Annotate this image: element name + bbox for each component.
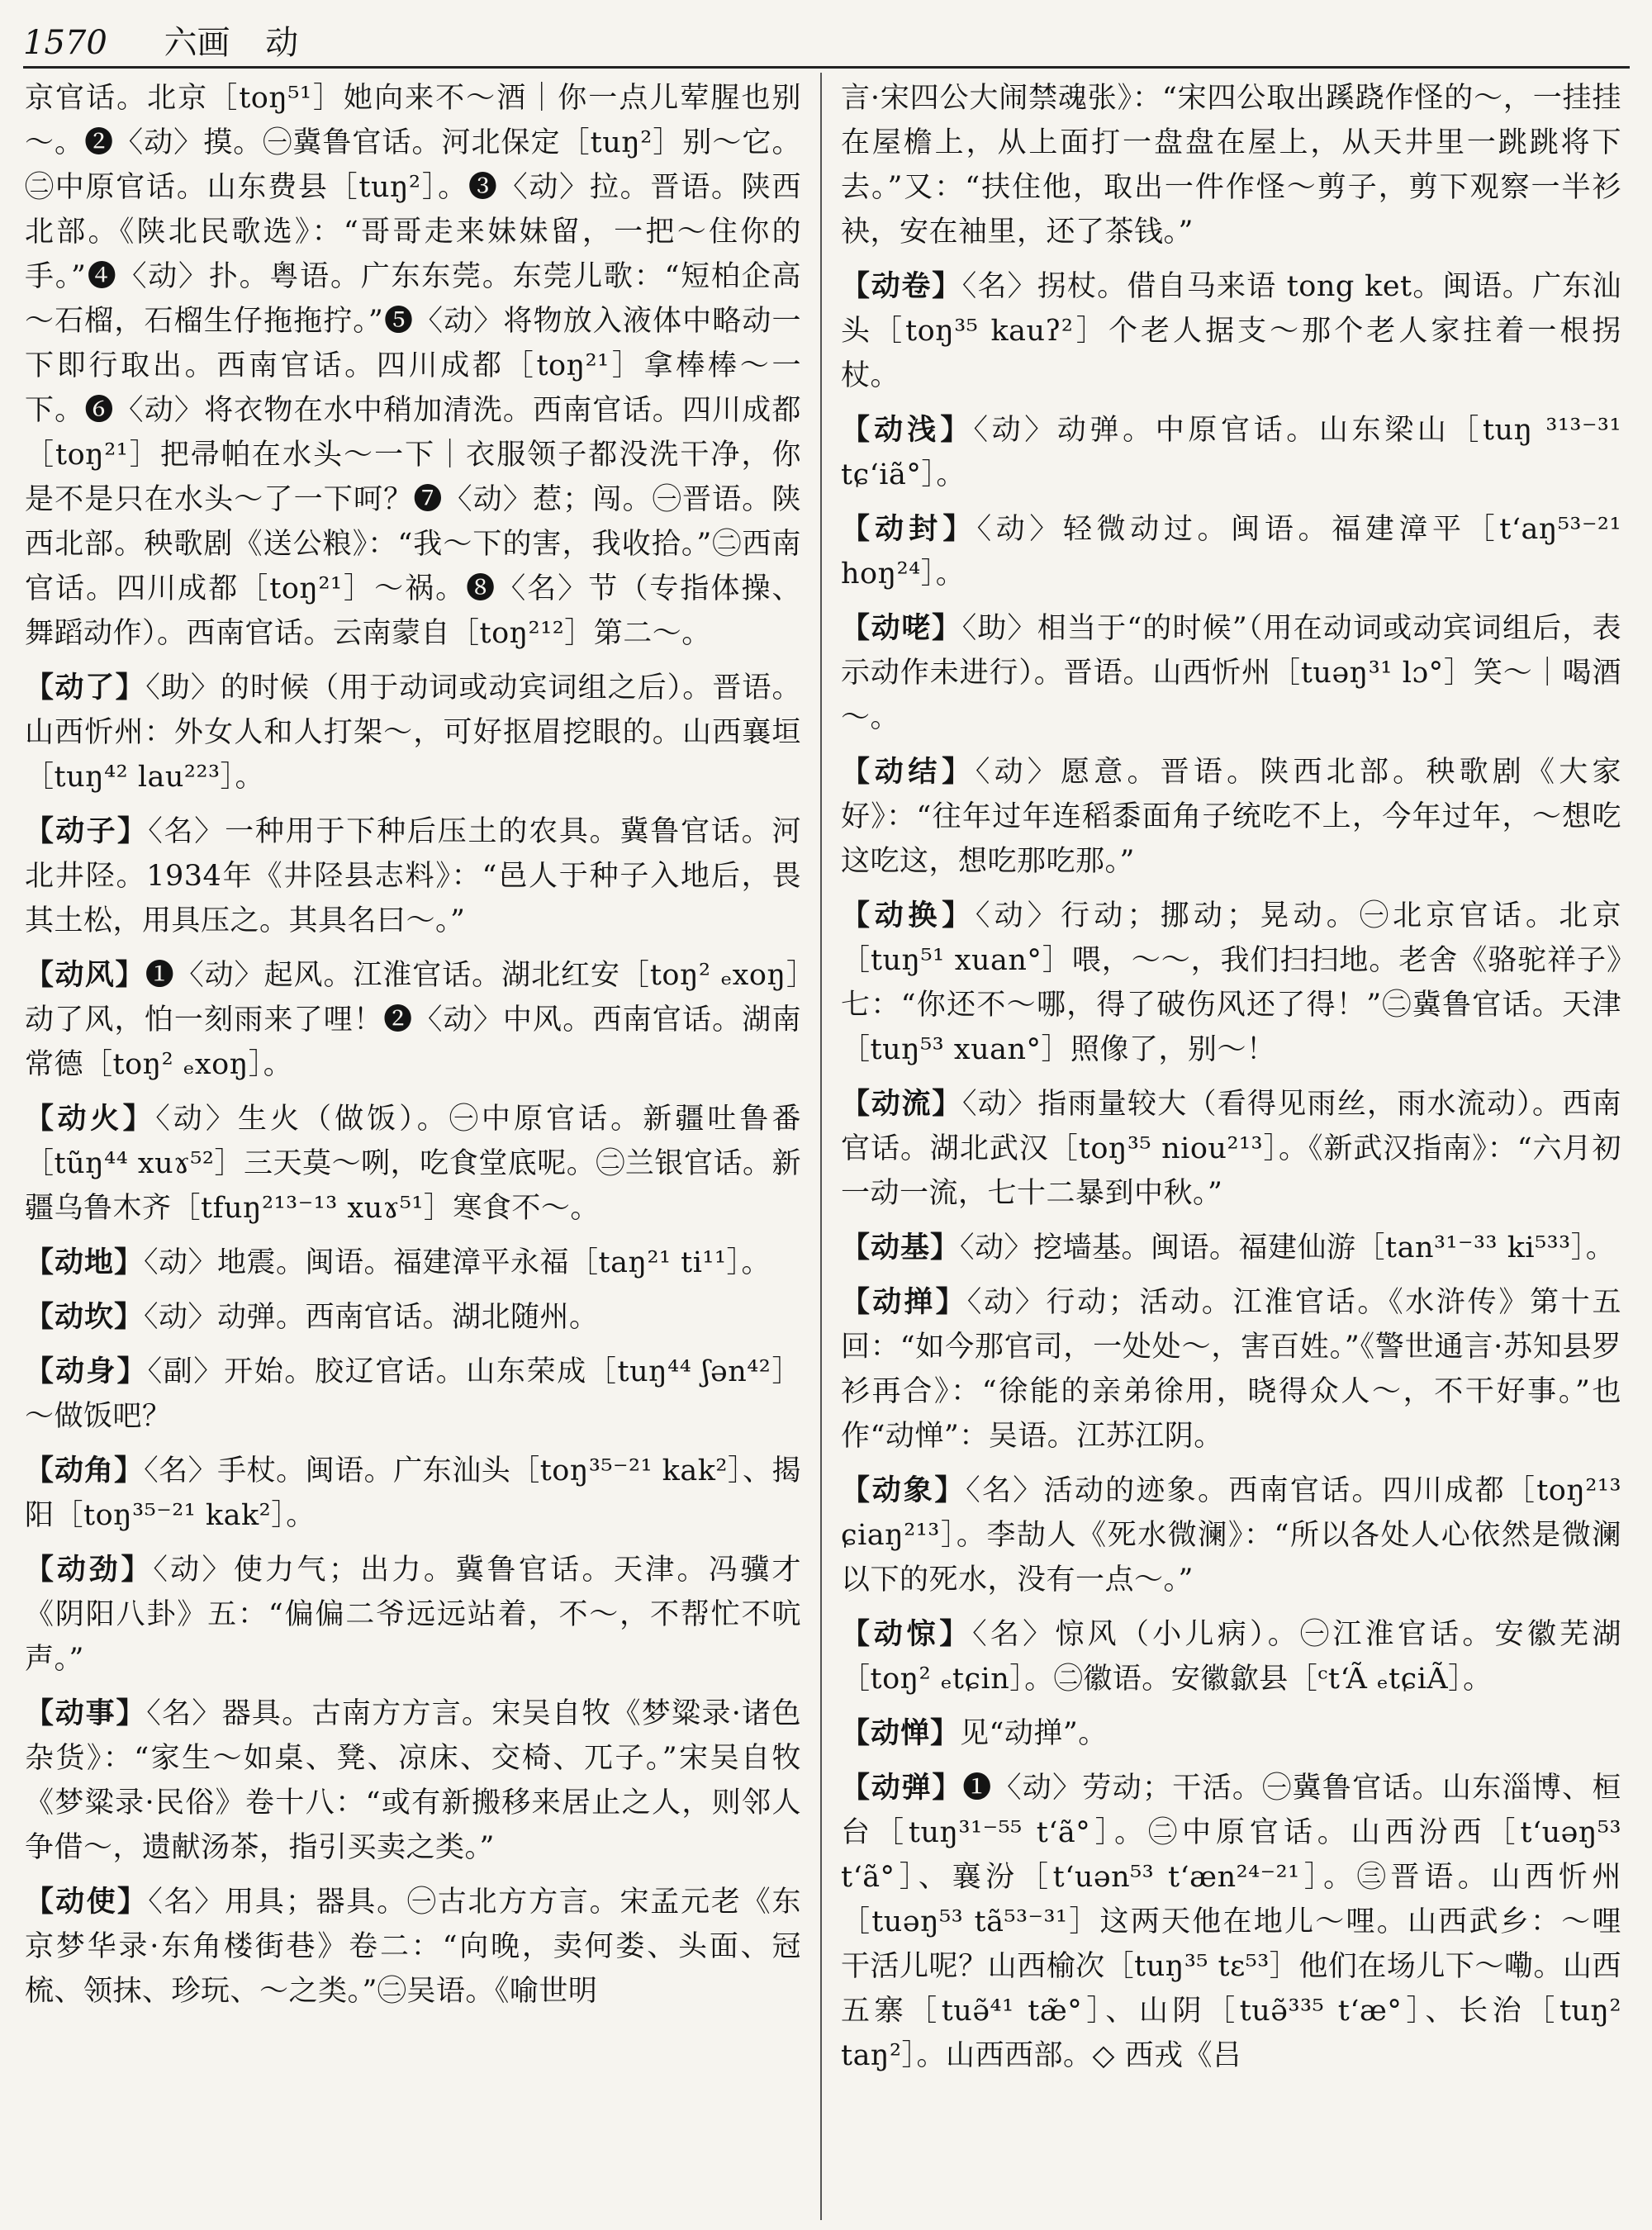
entry-donghuo: 【动火】〈动〉生火（做饭）。㊀中原官话。新疆吐鲁番［tũŋ⁴⁴ xuɤ⁵²］三天莫～咧，吃食堂底呢。㊁兰银官话。新疆乌鲁木齐［tfuŋ²¹³⁻¹³ xuɤ⁵¹］寒食不～。 xyxy=(25,1102,801,1225)
headword: 【动封】 xyxy=(841,512,977,546)
headword: 【动坎】 xyxy=(25,1300,145,1334)
entry-dongjin: 【动劲】〈动〉使力气；出力。冀鲁官话。天津。冯骥才《阴阳八卦》五：“偏偏二爷远远站着，不～，不帮忙不吭声。” xyxy=(25,1553,801,1676)
entry-dongzi: 【动子】〈名〉一种用于下种后压土的农具。冀鲁官话。河北井陉。1934年《井陉县志料》：“邑人于种子入地后，畏其土松，用具压之。其具名曰～。” xyxy=(25,814,801,937)
entry-dongxiang: 【动象】〈名〉活动的迹象。西南官话。四川成都［toŋ²¹³ ɕiaŋ²¹³］。李劼人《死水微澜》：“所以各处人心依然是微澜以下的死水，没有一点～。” xyxy=(841,1473,1621,1597)
entry-continuation: 京官话。北京［toŋ⁵¹］她向来不～酒｜你一点儿荤腥也别～。❷〈动〉摸。㊀冀鲁官话。河北保定［tuŋ²］别～它。㊁中原官话。山东费县［tuŋ²］。❸〈动〉拉。晋语。陕西北部。《陕北民歌选》：“哥哥走来妹妹留，一把～住你的手。”❹〈动〉扑。粤语。广东东莞。东莞儿歌：“短柏企高～石榴，石榴生仔拖拖拧。”❺〈动〉将物放入液体中略动一下即行取出。西南官话。四川成都［toŋ²¹］拿棒棒～一下。❻〈动〉将衣物在水中稍加清洗。西南官话。四川成都［toŋ²¹］把帚帕在水头～一下｜衣服领子都没洗干净，你是不是只在水头～了一下呵？❼〈动〉惹；闯。㊀晋语。陕西北部。秧歌剧《送公粮》：“我～下的害，我收拾。”㊁西南官话。四川成都［toŋ²¹］～祸。❽〈名〉节（专指体操、舞蹈动作）。西南官话。云南蒙自［toŋ²¹²］第二～。 xyxy=(25,82,801,650)
section-label: 六画 xyxy=(164,24,230,62)
entry-dongdi: 【动地】〈动〉地震。闽语。福建漳平永福［taŋ²¹ ti¹¹］。 xyxy=(25,1245,771,1279)
column-divider xyxy=(820,73,822,2220)
headword: 【动身】 xyxy=(25,1355,148,1388)
entry-dongle: 【动了】〈助〉的时候（用于动词或动宾词组之后）。晋语。山西忻州：外女人和人打架～，可好抠眉挖眼的。山西襄垣［tuŋ⁴² lau²²³］。 xyxy=(25,671,801,794)
headword: 【动角】 xyxy=(25,1454,145,1487)
entry-dongdan: 【动掸】〈动〉行动；活动。江淮官话。《水浒传》第十五回：“如今那官司，一处处～，害百姓。”《警世通言·苏知县罗衫再合》：“徐能的亲弟徐用，晓得众人～，不干好事。”也作“动惮”：吴语。江苏江阴。 xyxy=(841,1285,1621,1453)
headword: 【动惮】 xyxy=(841,1716,961,1750)
headword: 【动结】 xyxy=(841,755,976,789)
header-rule xyxy=(23,66,1630,69)
headword: 【动卷】 xyxy=(841,269,962,303)
entry-dongfeng-2: 【动封】〈动〉轻微动过。闽语。福建漳平［tʻaŋ⁵³⁻²¹ hoŋ²⁴］。 xyxy=(841,512,1621,591)
entry-continuation: 言·宋四公大闹禁魂张》：“宋四公取出蹊跷作怪的～，一挂挂在屋檐上，从上面打一盘盘在屋上，从天井里一跳跳将下去。”又：“扶住他，取出一件作怪～剪子，剪下观察一半衫袂，安在袖里，还了茶钱。” xyxy=(841,82,1621,249)
headword: 【动换】 xyxy=(841,899,976,932)
headword: 【动了】 xyxy=(25,671,146,705)
section-char: 动 xyxy=(265,24,299,62)
entry-dongji: 【动基】〈动〉挖墙基。闽语。福建仙游［tan³¹⁻³³ ki⁵³³］。 xyxy=(841,1231,1616,1264)
headword: 【动惊】 xyxy=(841,1617,973,1651)
entry-dongjie: 【动结】〈动〉愿意。晋语。陕西北部。秧歌剧《大家好》：“往年过年连稻黍面角子统吃不上，今年过年，～想吃这吃这，想吃那吃那。” xyxy=(841,755,1621,878)
entry-dongfeng: 【动风】❶〈动〉起风。江淮官话。湖北红安［toŋ² ₑxoŋ］动了风，怕一刻雨来了哩！❷〈动〉中风。西南官话。湖南常德［toŋ² ₑxoŋ］。 xyxy=(25,958,801,1081)
headword: 【动使】 xyxy=(25,1885,149,1919)
headword: 【动浅】 xyxy=(841,413,974,447)
entry-dongshi: 【动事】〈名〉器具。古南方方言。宋吴自牧《梦粱录·诸色杂货》：“家生～如桌、凳、凉床、交椅、兀子。”宋吴自牧《梦粱录·民俗》卷十八：“或有新搬移来居止之人，则邻人争借～，遗献汤茶，指引买卖之类。” xyxy=(25,1696,801,1864)
headword: 【动象】 xyxy=(841,1473,966,1507)
headword: 【动火】 xyxy=(25,1102,156,1136)
headword: 【动子】 xyxy=(25,814,149,848)
left-column xyxy=(25,76,801,2219)
entry-dongshi-2: 【动使】〈名〉用具；器具。㊀古北方方言。宋孟元老《东京梦华录·东角楼街巷》卷二：“向晚，卖何娄、头面、冠梳、领抹、珍玩、～之类。”㊁吴语。《喻世明 xyxy=(25,1885,801,2008)
entry-dongjuan: 【动卷】〈名〉拐杖。借自马来语 tong ket。闽语。广东汕头［toŋ³⁵ kauʔ²］个老人据支～那个老人家拄着一根拐杖。 xyxy=(841,269,1621,392)
entry-dongdan-2: 【动惮】见“动掸”。 xyxy=(841,1716,1108,1750)
page-number: 1570 xyxy=(23,24,107,62)
entry-dongqian: 【动浅】〈动〉动弹。中原官话。山东梁山［tuŋ ³¹³⁻³¹ tɕʻiã°］。 xyxy=(841,413,1621,491)
headword: 【动风】 xyxy=(25,958,145,992)
headword: 【动咾】 xyxy=(841,611,962,645)
headword: 【动掸】 xyxy=(841,1285,967,1319)
entry-dongliu: 【动流】〈动〉指雨量较大（看得见雨丝，雨水流动）。西南官话。湖北武汉［toŋ³⁵ niou²¹³］。《新武汉指南》：“六月初一动一流，七十二暴到中秋。” xyxy=(841,1087,1621,1210)
entry-dongzha: 【动咾】〈助〉相当于“的时候”（用在动词或动宾词组后，表示动作未进行）。晋语。山西忻州［tuəŋ³¹ lɔ°］笑～｜喝酒～。 xyxy=(841,611,1621,734)
entry-donghuan: 【动换】〈动〉行动；挪动；晃动。㊀北京官话。北京［tuŋ⁵¹ xuan°］喂，～～，我们扫扫地。老舍《骆驼祥子》七：“你还不～哪，得了破伤风还了得！”㊁冀鲁官话。天津［tuŋ⁵³ xuan°］照像了，别～！ xyxy=(841,899,1621,1066)
headword: 【动地】 xyxy=(25,1245,145,1279)
headword: 【动事】 xyxy=(25,1696,147,1730)
entry-dongshen: 【动身】〈副〉开始。胶辽官话。山东荣成［tuŋ⁴⁴ ʃən⁴²］～做饭吧？ xyxy=(25,1355,801,1433)
headword: 【动基】 xyxy=(841,1231,961,1264)
entry-dongtan: 【动弹】❶〈动〉劳动；干活。㊀冀鲁官话。山东淄博、桓台［tuŋ³¹⁻⁵⁵ tʻã°］。㊁中原官话。山西汾西［tʻuəŋ⁵³ tʻã°］、襄汾［tʻuən⁵³ tʻæn²⁴⁻²¹］。㊂晋语。山西忻州［tuəŋ⁵³ tã⁵³⁻³¹］这两天他在地儿～哩。山西武乡：～哩 干活儿呢？山西榆次［tuŋ³⁵ tɛ⁵³］他们在场儿下～嘞。山西五寨［tuə̃⁴¹ tæ̃°］、山阴［tuə̃³³⁵ tʻæ°］、长治［tuŋ² taŋ²］。山西西部。◇ 西戎《吕 xyxy=(841,1771,1621,2072)
headword: 【动劲】 xyxy=(25,1553,154,1587)
headword: 【动弹】 xyxy=(841,1771,963,1805)
entry-dongjiao: 【动角】〈名〉手杖。闽语。广东汕头［toŋ³⁵⁻²¹ kak²］、揭阳［toŋ³⁵⁻²¹ kak²］。 xyxy=(25,1454,801,1532)
headword: 【动流】 xyxy=(841,1087,962,1121)
page-header xyxy=(23,21,1626,64)
entry-dongkan: 【动坎】〈动〉动弹。西南官话。湖北随州。 xyxy=(25,1300,599,1334)
entry-dongjing: 【动惊】〈名〉惊风（小儿病）。㊀江淮官话。安徽芜湖［toŋ² ₑtɕin］。㊁徽语。安徽歙县［ᶜtʻÃ ₑtɕiÃ］。 xyxy=(841,1617,1621,1696)
right-column xyxy=(841,76,1621,2219)
